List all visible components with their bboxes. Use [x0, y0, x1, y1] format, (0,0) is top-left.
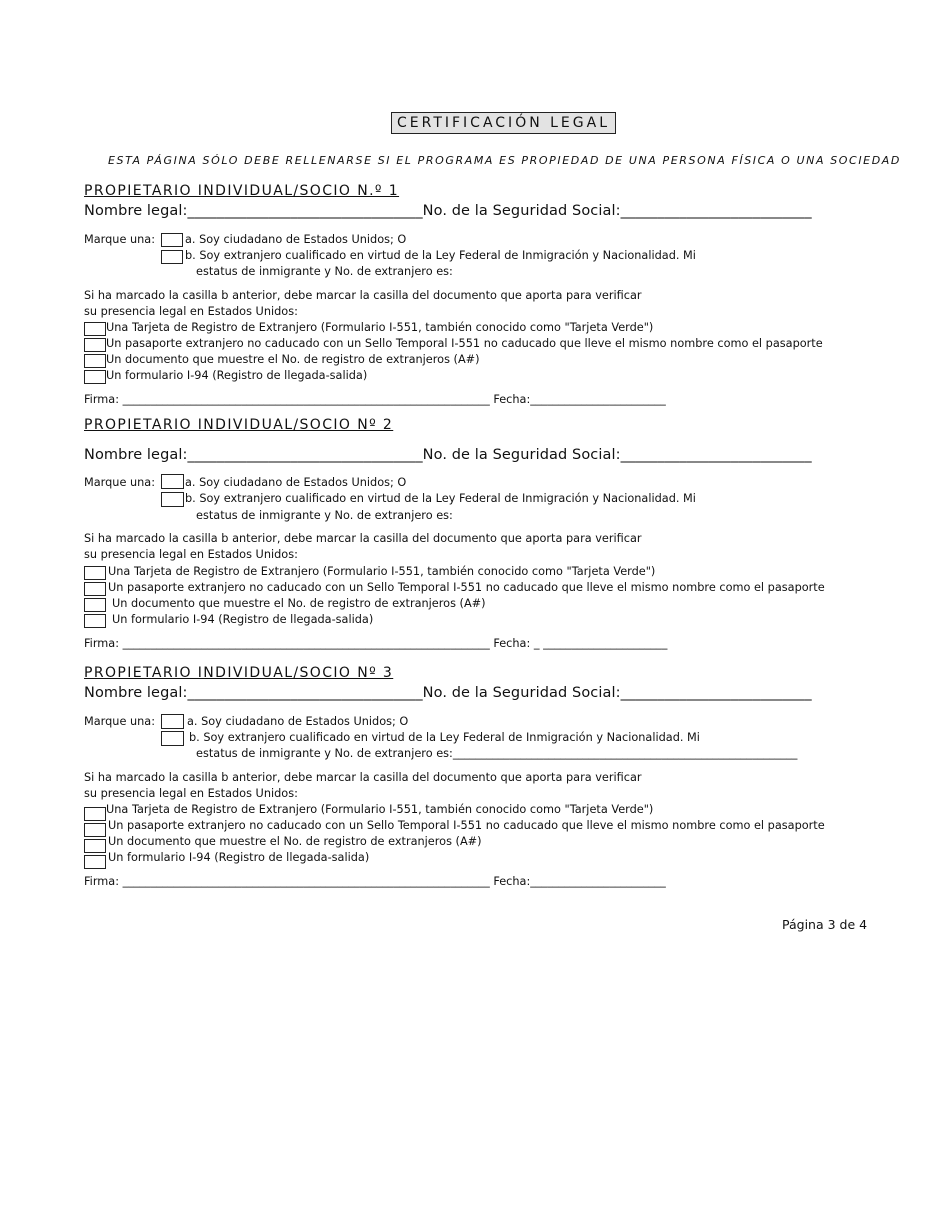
legal-name-ssn-field[interactable]: Nombre legal:________________________________No. de la Seguridad Social:__________________________: [84, 203, 812, 219]
instruction-text-continued: su presencia legal en Estados Unidos:: [84, 787, 298, 800]
qualified-alien-checkbox[interactable]: [161, 731, 184, 746]
section-heading: PROPIETARIO INDIVIDUAL/SOCIO N.º 1: [84, 183, 400, 199]
citizen-option-label: a. Soy ciudadano de Estados Unidos; O: [187, 715, 409, 728]
doc-option-label: Un pasaporte extranjero no caducado con un Sello Temporal I-551 no caducado que lleve el mismo nombre como el pasaporte: [108, 819, 825, 832]
instruction-text: Si ha marcado la casilla b anterior, debe marcar la casilla del documento que aporta para verificar: [84, 532, 642, 545]
instruction-text-continued: su presencia legal en Estados Unidos:: [84, 548, 298, 561]
citizen-checkbox[interactable]: [161, 474, 184, 489]
page-number: Página 3 de 4: [782, 917, 868, 932]
doc-option-label: Un documento que muestre el No. de registro de extranjeros (A#): [106, 353, 480, 366]
instruction-text-continued: su presencia legal en Estados Unidos:: [84, 305, 298, 318]
citizen-option-label: a. Soy ciudadano de Estados Unidos; O: [185, 476, 407, 489]
page-subtitle: ESTA PÁGINA SÓLO DEBE RELLENARSE SI EL PROGRAMA ES PROPIEDAD DE UNA PERSONA FÍSICA O UNA SOCIEDAD: [108, 154, 901, 167]
qualified-alien-checkbox[interactable]: [161, 492, 184, 507]
citizen-checkbox[interactable]: [161, 714, 184, 729]
i94-checkbox[interactable]: [84, 370, 106, 384]
passport-checkbox[interactable]: [84, 338, 106, 352]
instruction-text: Si ha marcado la casilla b anterior, debe marcar la casilla del documento que aporta para verificar: [84, 771, 642, 784]
legal-name-ssn-field[interactable]: Nombre legal:________________________________No. de la Seguridad Social:__________________________: [84, 685, 812, 701]
alien-number-doc-checkbox[interactable]: [84, 598, 106, 612]
instruction-text: Si ha marcado la casilla b anterior, debe marcar la casilla del documento que aporta para verificar: [84, 289, 642, 302]
passport-checkbox[interactable]: [84, 582, 106, 596]
green-card-checkbox[interactable]: [84, 807, 106, 821]
signature-date-field[interactable]: Firma: _________________________________________________________________ Fecha:________________________: [84, 393, 666, 406]
section-heading: PROPIETARIO INDIVIDUAL/SOCIO Nº 2: [84, 417, 394, 433]
doc-option-label: Un documento que muestre el No. de registro de extranjeros (A#): [112, 597, 486, 610]
legal-name-ssn-field[interactable]: Nombre legal:________________________________No. de la Seguridad Social:__________________________: [84, 447, 812, 463]
mark-one-label: Marque una:: [84, 715, 156, 728]
passport-checkbox[interactable]: [84, 823, 106, 837]
signature-date-field[interactable]: Firma: _________________________________________________________________ Fecha:________________________: [84, 875, 666, 888]
doc-option-label: Una Tarjeta de Registro de Extranjero (Formulario I-551, también conocido como "Tarjeta Verde"): [108, 565, 656, 578]
i94-checkbox[interactable]: [84, 614, 106, 628]
citizen-checkbox[interactable]: [161, 233, 183, 247]
doc-option-label: Un formulario I-94 (Registro de llegada-salida): [112, 613, 374, 626]
doc-option-label: Un formulario I-94 (Registro de llegada-salida): [108, 851, 370, 864]
signature-date-field[interactable]: Firma: _________________________________________________________________ Fecha: _ ______________________: [84, 637, 668, 650]
doc-option-label: Un documento que muestre el No. de registro de extranjeros (A#): [108, 835, 482, 848]
doc-option-label: Un pasaporte extranjero no caducado con un Sello Temporal I-551 no caducado que lleve el mismo nombre como el pasaporte: [106, 337, 823, 350]
qualified-alien-option-label: b. Soy extranjero cualificado en virtud de la Ley Federal de Inmigración y Nacionalidad. Mi: [185, 492, 696, 505]
section-heading: PROPIETARIO INDIVIDUAL/SOCIO Nº 3: [84, 665, 394, 681]
qualified-alien-option-label: b. Soy extranjero cualificado en virtud de la Ley Federal de Inmigración y Nacionalidad. Mi: [189, 731, 700, 744]
qualified-alien-option-label: b. Soy extranjero cualificado en virtud de la Ley Federal de Inmigración y Nacionalidad. Mi: [185, 249, 696, 262]
alien-number-doc-checkbox[interactable]: [84, 354, 106, 368]
doc-option-label: Un pasaporte extranjero no caducado con un Sello Temporal I-551 no caducado que lleve el mismo nombre como el pasaporte: [108, 581, 825, 594]
immigrant-status-field[interactable]: estatus de inmigrante y No. de extranjero es:: [196, 265, 453, 278]
mark-one-label: Marque una:: [84, 233, 156, 246]
page-title: CERTIFICACIÓN LEGAL: [391, 112, 616, 134]
doc-option-label: Una Tarjeta de Registro de Extranjero (Formulario I-551, también conocido como "Tarjeta Verde"): [106, 321, 654, 334]
mark-one-label: Marque una:: [84, 476, 156, 489]
alien-number-doc-checkbox[interactable]: [84, 839, 106, 853]
doc-option-label: Una Tarjeta de Registro de Extranjero (Formulario I-551, también conocido como "Tarjeta Verde"): [106, 803, 654, 816]
citizen-option-label: a. Soy ciudadano de Estados Unidos; O: [185, 233, 407, 246]
green-card-checkbox[interactable]: [84, 322, 106, 336]
i94-checkbox[interactable]: [84, 855, 106, 869]
green-card-checkbox[interactable]: [84, 566, 106, 580]
qualified-alien-checkbox[interactable]: [161, 250, 183, 264]
doc-option-label: Un formulario I-94 (Registro de llegada-salida): [106, 369, 368, 382]
immigrant-status-field[interactable]: estatus de inmigrante y No. de extranjero es:_____________________________________________________________: [196, 747, 798, 760]
immigrant-status-field[interactable]: estatus de inmigrante y No. de extranjero es:: [196, 509, 453, 522]
